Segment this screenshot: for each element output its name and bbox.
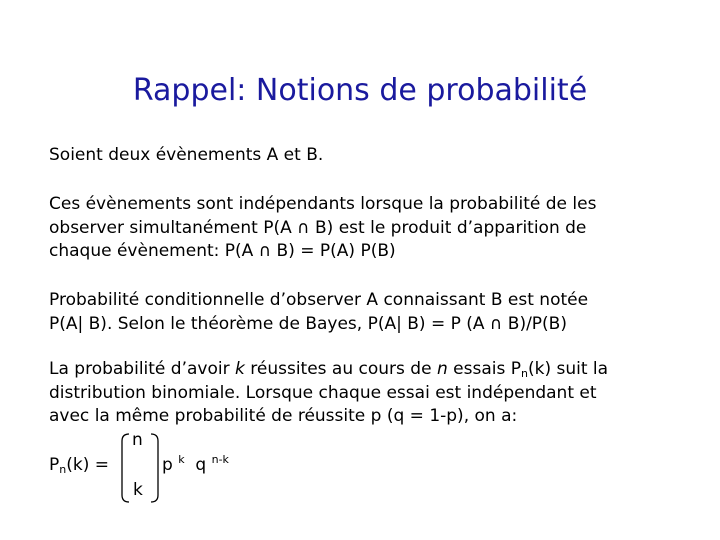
intersection-symbol: ∩ — [258, 241, 272, 261]
binomial-bottom: k — [133, 480, 143, 500]
independence-line-3: chaque évènement: P(A ∩ B) = P(A) P(B) — [49, 241, 396, 261]
binomial-line-1: La probabilité d’avoir k réussites au cours de n essais $P_n(k)$ suit la — [49, 359, 609, 380]
binomial-top: n — [132, 430, 143, 450]
independence-line-1: Ces évènements sont indépendants lorsque la probabilité de les — [49, 194, 597, 214]
slide-title: Rappel: Notions de probabilité — [132, 73, 588, 108]
conditional-line-2: P(A| B). Selon le théorème de Bayes, P(A| B) = P (A ∩ B)/P(B) — [49, 313, 567, 334]
binomial-line-3: avec la même probabilité de réussite p (q = 1-p), on a: — [49, 406, 518, 426]
conditional-line-1: Probabilité conditionnelle d’observer A connaissant B est notée — [49, 290, 589, 310]
paragraph-independence — [49, 193, 699, 264]
paragraph-binomial — [49, 358, 699, 429]
formula-rhs: p $^k$ q $^{n-k}$ — [162, 453, 229, 475]
paragraph-conditional — [49, 289, 699, 336]
formula-lhs: $P_n(k)$ = — [49, 455, 110, 476]
intersection-symbol: ∩ — [297, 217, 310, 238]
intersection-symbol: ∩ — [489, 313, 503, 334]
binomial-line-2: distribution binomiale. Lorsque chaque essai est indépendant et — [49, 382, 597, 403]
binomial-formula — [49, 428, 349, 508]
independence-line-2: observer simultanément P(A ∩ B) est le produit d’apparition de — [49, 217, 587, 238]
paragraph-events: Soient deux évènements A et B. — [49, 145, 324, 165]
